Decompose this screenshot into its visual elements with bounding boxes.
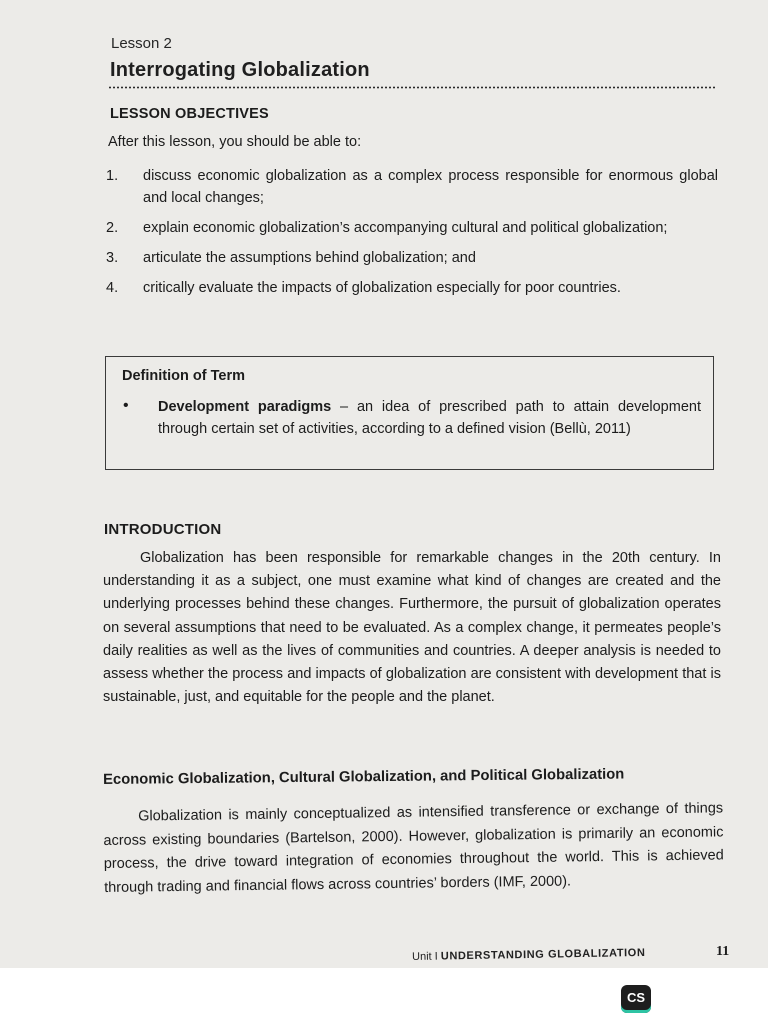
- introduction-paragraph: Globalization has been responsible for remarkable changes in the 20th century. In understanding it as a subject, one must examine what kind of changes are created and the underlying processes behind these changes. Furthermore, the pursuit of globalization operates on several assumptions that need to be evaluated. As a complex change, it permeates people’s daily realities as well as the lives of communities and countries. A deeper analysis is needed to assess whether the process and impacts of globalization are consistent with development that is sustainable, just, and equitable for the people and the planet.: [103, 550, 721, 706]
- footer-unit-prefix: Unit I: [412, 950, 438, 963]
- objective-item: [106, 277, 718, 299]
- objective-item: [106, 165, 718, 209]
- definition-heading: Definition of Term: [122, 368, 245, 384]
- footer-unit-title: UNDERSTANDING GLOBALIZATION: [440, 946, 646, 963]
- section-heading: Economic Globalization, Cultural Globalization, and Political Globalization: [103, 766, 625, 788]
- objective-number: 2.: [106, 220, 119, 236]
- section-paragraph: Globalization is mainly conceptualized as intensified transference or exchange of things across existing boundaries (Bartelson, 2000). However, globalization is primarily an economic process, the drive toward integration of economies throughout the world. This is achieved through trading and financial flows across countries’ borders (IMF, 2000).: [103, 800, 724, 896]
- dotted-divider: [108, 86, 716, 89]
- objectives-intro: After this lesson, you should be able to:: [108, 134, 362, 150]
- footer-unit: [412, 947, 646, 963]
- lesson-label: Lesson 2: [111, 35, 172, 52]
- definition-body: – an idea of prescribed path to attain development through certain set of activities, according to a defined vision (Bellù, 2011): [158, 399, 701, 437]
- objective-text: discuss economic globalization as a complex process responsible for enormous global and local changes;: [143, 168, 718, 206]
- objectives-list: [106, 165, 718, 307]
- objective-number: 4.: [106, 280, 119, 296]
- objective-text: explain economic globalization’s accompanying cultural and political globalization;: [143, 220, 668, 236]
- bullet-icon: •: [123, 397, 129, 414]
- definition-text: [158, 396, 701, 440]
- definition-box: [105, 356, 714, 470]
- introduction-heading: INTRODUCTION: [104, 521, 222, 538]
- objective-number: 1.: [106, 168, 119, 184]
- page-number: 11: [716, 944, 730, 959]
- objective-text: articulate the assumptions behind globalization; and: [143, 250, 476, 266]
- definition-term: Development paradigms: [158, 399, 332, 415]
- objective-text: critically evaluate the impacts of globalization especially for poor countries.: [143, 280, 621, 296]
- objectives-heading: LESSON OBJECTIVES: [110, 106, 269, 122]
- objective-number: 3.: [106, 250, 119, 266]
- lesson-title: Interrogating Globalization: [110, 59, 370, 81]
- objective-item: [106, 247, 718, 269]
- camscanner-logo-icon: CS: [621, 985, 651, 1013]
- objective-item: [106, 217, 718, 239]
